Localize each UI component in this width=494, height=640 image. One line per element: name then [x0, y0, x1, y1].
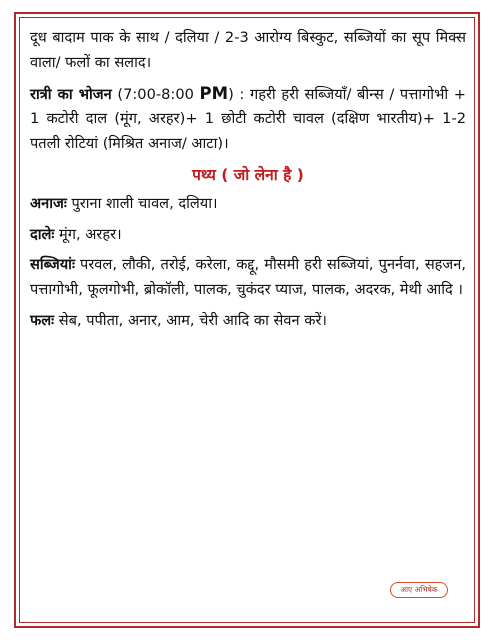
section-title: पथ्य ( जो लेना है ) — [192, 165, 304, 184]
item-text: मूंग, अरहर। — [54, 225, 122, 243]
item-label: दालेः — [30, 225, 55, 243]
list-item-fruits — [30, 309, 466, 334]
list-item-vegetables — [30, 253, 466, 303]
dinner-heading: रात्री का भोजन — [30, 85, 112, 103]
item-text: सेब, पपीता, अनार, आम, चेरी आदि का सेवन करें। — [54, 311, 327, 329]
dinner-pm: PM — [199, 83, 229, 103]
item-label: फलः — [30, 311, 55, 329]
item-label: अनाजः — [30, 194, 67, 212]
dinner-paragraph — [30, 82, 466, 157]
dinner-text: गहरी हरी सब्जियाँ/ बीन्स / पत्तागोभी + 1 कटोरी दाल (मूंग, अरहर)+ 1 छोटी कटोरी चावल (दक्षिण भारतीय)+ 1-2 पतली रोटियां (मिश्रित अनाज/ आटा)। — [30, 85, 467, 153]
breakfast-continuation: दूध बादाम पाक के साथ / दलिया / 2-3 आरोग्य बिस्कुट, सब्जियों का सूप मिक्स वाला/ फलों का सलाद। — [30, 29, 466, 71]
stamp-logo: आए अभिषेक — [390, 582, 448, 598]
list-item-grains — [30, 192, 466, 217]
dinner-time-close: ) : — [228, 85, 250, 103]
item-text: परवल, लौकी, तरोई, करेला, कद्दू, मौसमी हरी सब्जियां, पुनर्नवा, सहजन, पत्तागोभी, फूलगोभी, ब्रोकॉली, पालक, चुकंदर प्याज, पालक, अदरक, मेथी आदि । — [30, 256, 466, 299]
item-label: सब्जियांः — [30, 256, 75, 274]
document-body — [30, 26, 466, 340]
list-item-pulses — [30, 223, 466, 248]
item-text: पुराना शाली चावल, दलिया। — [66, 194, 218, 212]
dinner-time-open: (7:00-8:00 — [111, 85, 200, 103]
